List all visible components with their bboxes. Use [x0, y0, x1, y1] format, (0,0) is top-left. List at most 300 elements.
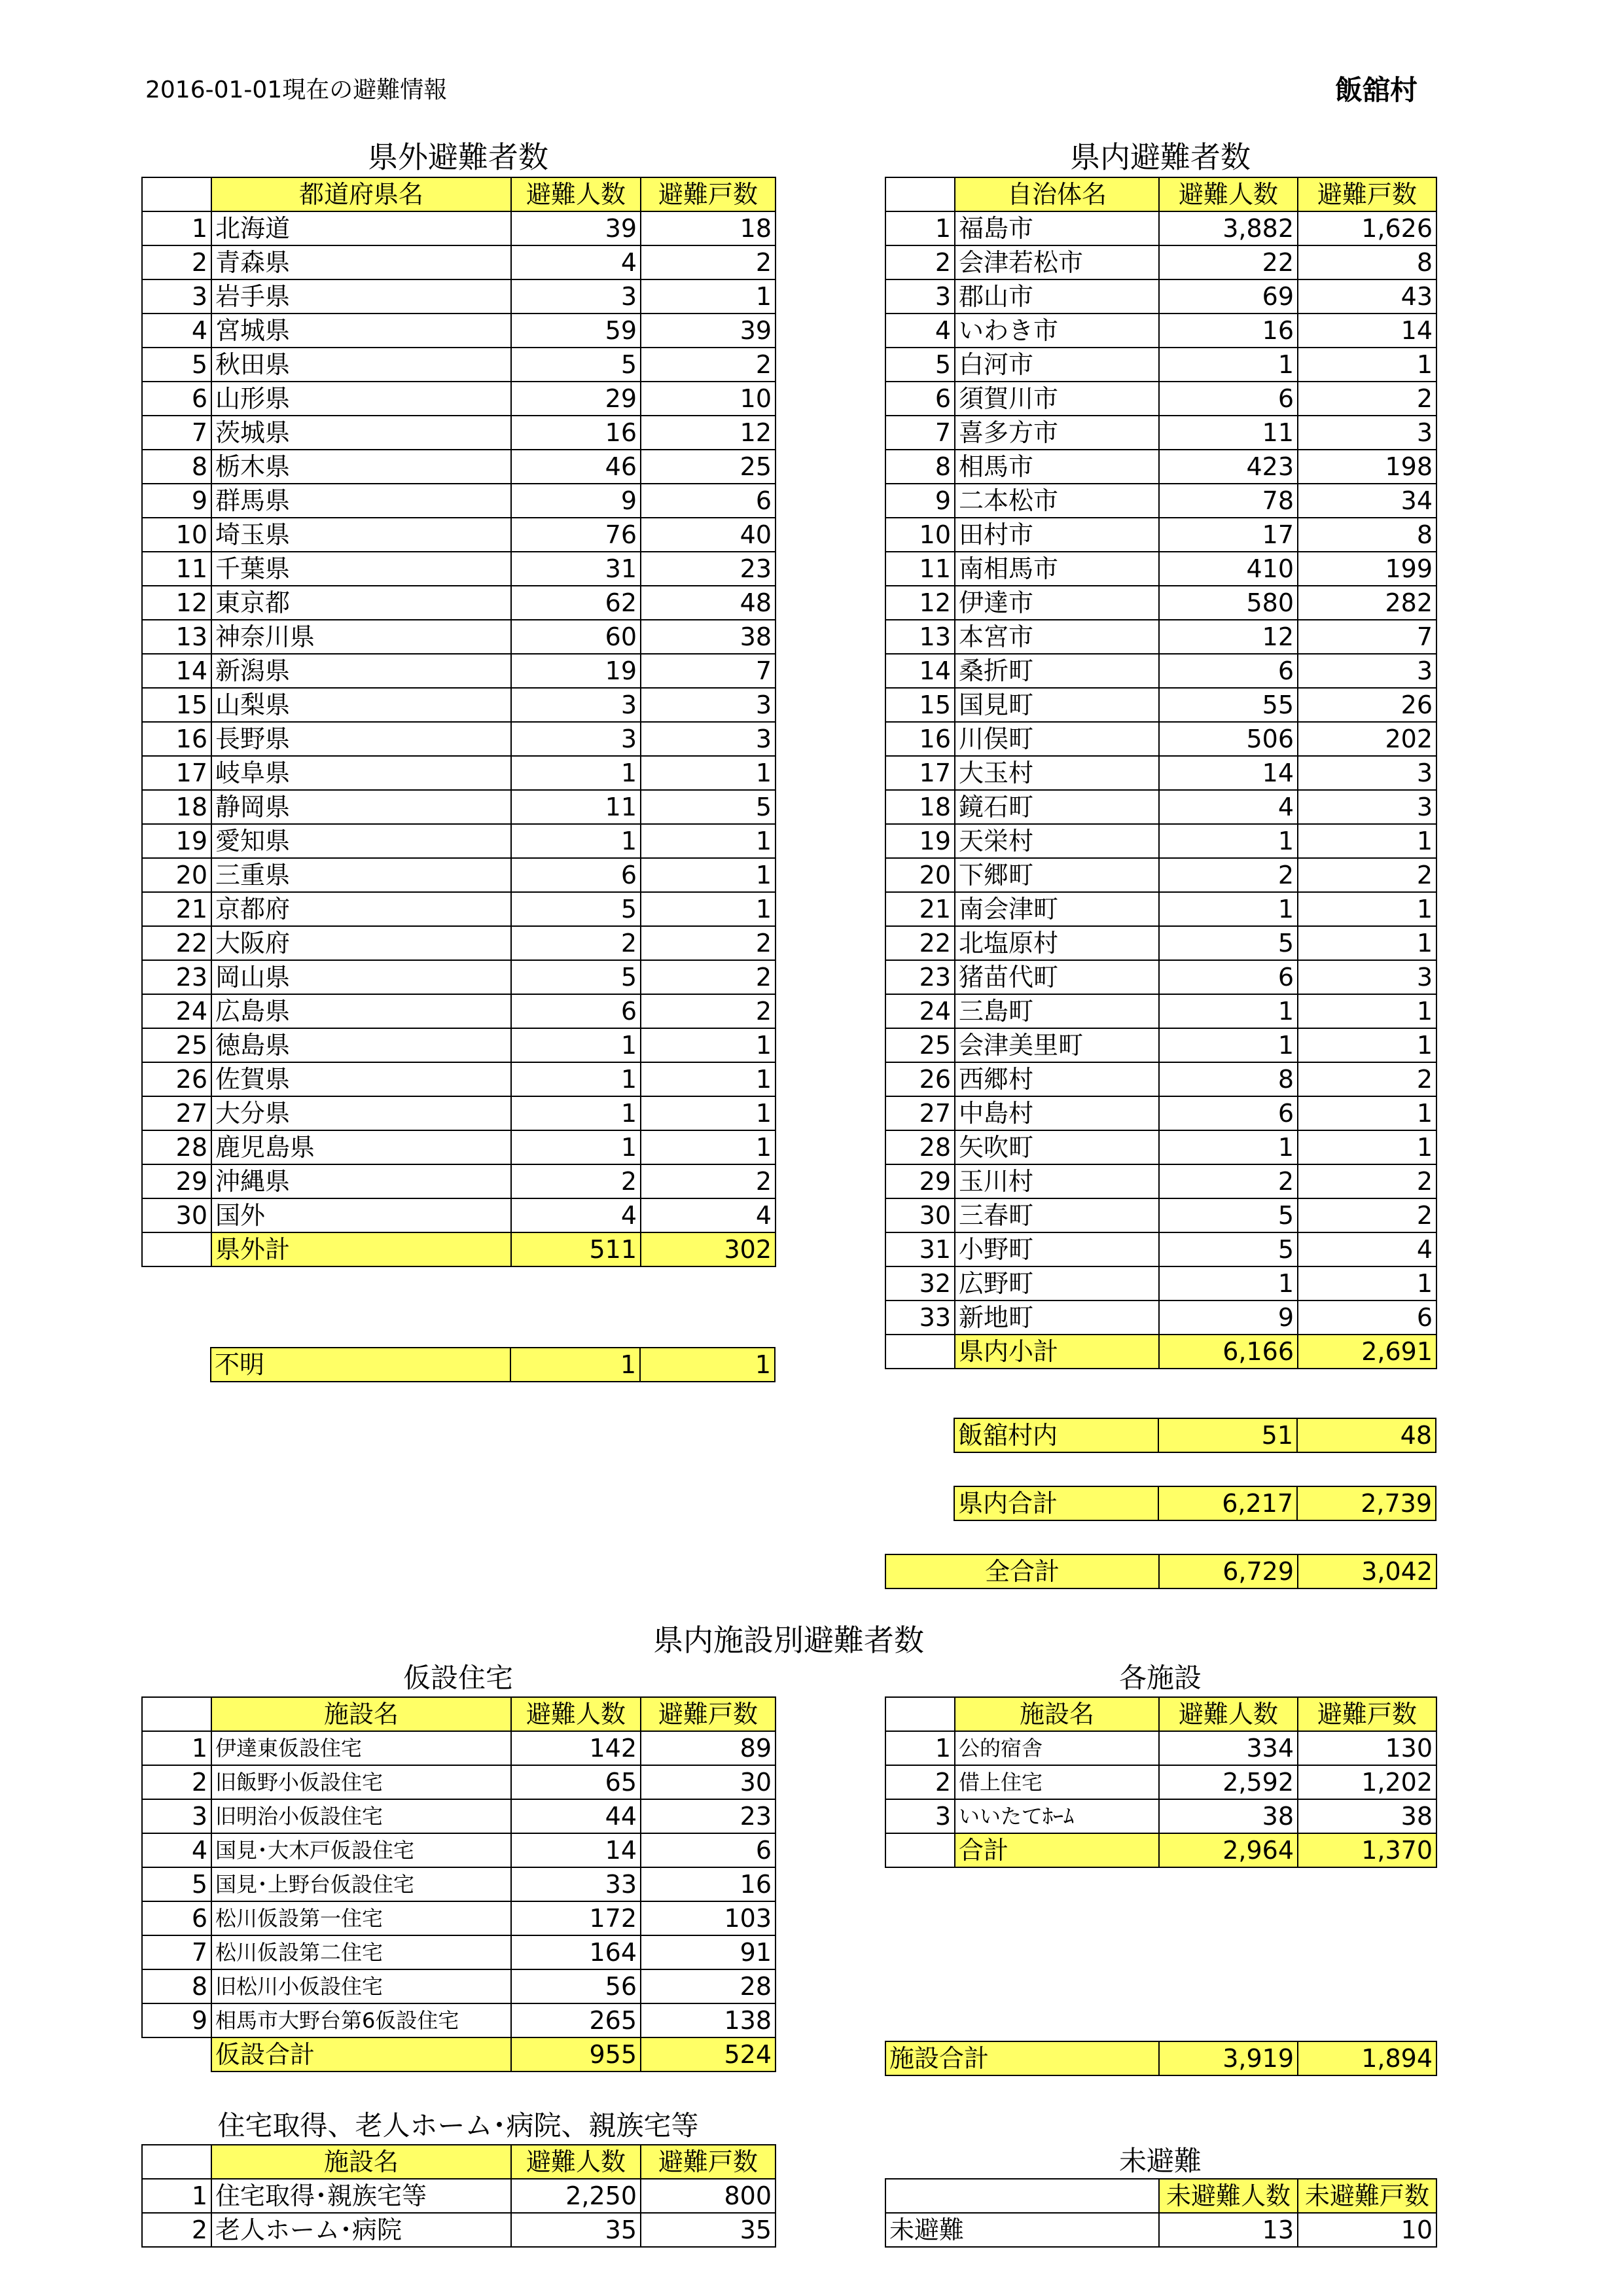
- inside-row: [885, 1096, 1436, 1130]
- inside-row-households: 3: [1298, 960, 1436, 994]
- temp-housing-row: [142, 1867, 776, 1901]
- inside-row: [885, 926, 1436, 960]
- each-facility-header-name: 施設名: [955, 1697, 1159, 1731]
- outside-row-households: 10: [641, 382, 776, 416]
- outside-row-people: 4: [511, 245, 641, 279]
- inside-row-people: 5: [1159, 926, 1298, 960]
- each-facility-row: [885, 1731, 1436, 1765]
- inside-row: [885, 245, 1436, 279]
- inside-row-name: 北塩原村: [955, 926, 1159, 960]
- facility-total-label: 施設合計: [885, 2041, 1159, 2075]
- outside-row: [142, 926, 776, 960]
- each-facility-row: [885, 1799, 1436, 1833]
- outside-row-index: 9: [142, 484, 211, 518]
- outside-row: [142, 994, 776, 1028]
- outside-row-people: 6: [511, 858, 641, 892]
- outside-row-people: 46: [511, 450, 641, 484]
- inside-row-households: 2: [1298, 858, 1436, 892]
- facility-total-table: [885, 2041, 1437, 2076]
- outside-row-households: 1: [641, 892, 776, 926]
- temp-housing-total-people: 955: [511, 2037, 641, 2072]
- temp-housing-row-households: 28: [641, 1969, 776, 2003]
- inside-row-people: 6: [1159, 1096, 1298, 1130]
- iitate-people: 51: [1158, 1418, 1297, 1452]
- outside-row-households: 1: [641, 279, 776, 314]
- each-facility-title: 各施設: [1118, 1662, 1202, 1694]
- temp-housing-row: [142, 1765, 776, 1799]
- inside-row-people: 5: [1159, 1232, 1298, 1266]
- outside-row: [142, 688, 776, 722]
- inside-row-households: 1: [1298, 1028, 1436, 1062]
- inside-row-people: 16: [1159, 314, 1298, 348]
- not-evacuated-households: 10: [1298, 2213, 1436, 2247]
- inside-header-name: 自治体名: [955, 177, 1159, 211]
- inside-row: [885, 211, 1436, 245]
- facilities-title: 県内施設別避難者数: [653, 1623, 924, 1658]
- temp-housing-header-name: 施設名: [211, 1697, 511, 1731]
- outside-row-people: 1: [511, 1028, 641, 1062]
- each-facility-row-people: 334: [1159, 1731, 1298, 1765]
- inside-row-index: 21: [885, 892, 955, 926]
- inside-row-index: 30: [885, 1198, 955, 1232]
- inside-row: [885, 416, 1436, 450]
- temp-housing-row-name: 国見･上野台仮設住宅: [211, 1867, 511, 1901]
- facility-total-people: 3,919: [1159, 2041, 1298, 2075]
- inside-row-index: 3: [885, 279, 955, 314]
- inside-row-households: 3: [1298, 756, 1436, 790]
- inside-row-people: 1: [1159, 994, 1298, 1028]
- outside-row: [142, 1198, 776, 1232]
- inside-row-index: 28: [885, 1130, 955, 1164]
- inside-row: [885, 382, 1436, 416]
- inside-row-name: 白河市: [955, 348, 1159, 382]
- inside-row-households: 1: [1298, 892, 1436, 926]
- outside-row-people: 5: [511, 892, 641, 926]
- unknown-row: [141, 1348, 775, 1382]
- inside-row-index: 1: [885, 211, 955, 245]
- pref-total-households: 2,739: [1297, 1486, 1436, 1520]
- housing-header-people: 避難人数: [511, 2145, 641, 2179]
- each-facility-row-name: いいたてﾎｰﾑ: [955, 1799, 1159, 1833]
- outside-row-name: 広島県: [211, 994, 511, 1028]
- outside-row-households: 7: [641, 654, 776, 688]
- temp-housing-row-name: 国見･大木戸仮設住宅: [211, 1833, 511, 1867]
- outside-row: [142, 756, 776, 790]
- inside-row: [885, 892, 1436, 926]
- inside-row-households: 34: [1298, 484, 1436, 518]
- outside-row-name: 岡山県: [211, 960, 511, 994]
- outside-row-people: 3: [511, 722, 641, 756]
- inside-row-households: 3: [1298, 654, 1436, 688]
- village-name: 飯舘村: [1335, 74, 1418, 106]
- inside-row-people: 9: [1159, 1300, 1298, 1335]
- outside-row: [142, 1130, 776, 1164]
- outside-row-people: 6: [511, 994, 641, 1028]
- each-facility-row-index: 1: [885, 1731, 955, 1765]
- each-facility-total-people: 2,964: [1159, 1833, 1298, 1867]
- outside-row: [142, 348, 776, 382]
- housing-row-name: 老人ホーム･病院: [211, 2213, 511, 2247]
- grand-total-row: [885, 1554, 1436, 1588]
- outside-row-index: 22: [142, 926, 211, 960]
- housing-row-index: 2: [142, 2213, 211, 2247]
- outside-row: [142, 211, 776, 245]
- facility-total-households: 1,894: [1298, 2041, 1436, 2075]
- inside-row-households: 4: [1298, 1232, 1436, 1266]
- not-evacuated-title: 未避難: [1118, 2145, 1202, 2177]
- temp-housing-row-households: 23: [641, 1799, 776, 1833]
- inside-total-spacer: [885, 1335, 955, 1369]
- outside-row-households: 23: [641, 552, 776, 586]
- grand-total-households: 3,042: [1298, 1554, 1436, 1588]
- housing-header-row: [142, 2145, 776, 2179]
- inside-row-name: 矢吹町: [955, 1130, 1159, 1164]
- inside-row-households: 199: [1298, 552, 1436, 586]
- housing-row: [142, 2179, 776, 2213]
- inside-row-index: 14: [885, 654, 955, 688]
- outside-row-people: 1: [511, 1062, 641, 1096]
- outside-row-name: 神奈川県: [211, 620, 511, 654]
- outside-row: [142, 858, 776, 892]
- temp-housing-row-people: 56: [511, 1969, 641, 2003]
- inside-row-households: 3: [1298, 416, 1436, 450]
- outside-row-households: 1: [641, 756, 776, 790]
- temp-housing-row-index: 5: [142, 1867, 211, 1901]
- outside-row-households: 1: [641, 1096, 776, 1130]
- inside-row-name: 田村市: [955, 518, 1159, 552]
- not-evacuated-people: 13: [1159, 2213, 1298, 2247]
- inside-row-name: 玉川村: [955, 1164, 1159, 1198]
- outside-row-index: 25: [142, 1028, 211, 1062]
- outside-row-index: 17: [142, 756, 211, 790]
- inside-row-index: 12: [885, 586, 955, 620]
- grand-total-label: 全合計: [885, 1554, 1159, 1588]
- inside-row-people: 17: [1159, 518, 1298, 552]
- pref-total-table: [885, 1486, 1436, 1521]
- outside-row-people: 1: [511, 756, 641, 790]
- inside-header-people: 避難人数: [1159, 177, 1298, 211]
- outside-row: [142, 382, 776, 416]
- outside-row-index: 2: [142, 245, 211, 279]
- inside-row-households: 8: [1298, 245, 1436, 279]
- inside-row-households: 1: [1298, 1266, 1436, 1300]
- inside-row-people: 423: [1159, 450, 1298, 484]
- temp-housing-row-households: 30: [641, 1765, 776, 1799]
- outside-row-people: 59: [511, 314, 641, 348]
- outside-row-index: 21: [142, 892, 211, 926]
- each-facility-header-people: 避難人数: [1159, 1697, 1298, 1731]
- outside-row: [142, 1164, 776, 1198]
- outside-row-index: 19: [142, 824, 211, 858]
- temp-housing-row: [142, 1799, 776, 1833]
- inside-row-name: 鏡石町: [955, 790, 1159, 824]
- inside-row-name: 須賀川市: [955, 382, 1159, 416]
- iitate-households: 48: [1297, 1418, 1436, 1452]
- outside-row-name: 岩手県: [211, 279, 511, 314]
- each-facility-row-households: 130: [1298, 1731, 1436, 1765]
- inside-row: [885, 756, 1436, 790]
- each-facility-row-name: 公的宿舎: [955, 1731, 1159, 1765]
- inside-row-index: 6: [885, 382, 955, 416]
- each-facility-row-index: 2: [885, 1765, 955, 1799]
- inside-row-name: 三春町: [955, 1198, 1159, 1232]
- outside-table: [141, 177, 776, 1267]
- temp-housing-row-households: 89: [641, 1731, 776, 1765]
- outside-row-people: 1: [511, 1096, 641, 1130]
- outside-row-name: 鹿児島県: [211, 1130, 511, 1164]
- each-facility-table: [885, 1696, 1437, 1868]
- outside-row-name: 北海道: [211, 211, 511, 245]
- inside-row: [885, 552, 1436, 586]
- temp-housing-row: [142, 1935, 776, 1969]
- outside-row: [142, 586, 776, 620]
- outside-row: [142, 1028, 776, 1062]
- outside-row-households: 1: [641, 824, 776, 858]
- each-facility-body: [885, 1697, 1436, 1867]
- outside-row-index: 20: [142, 858, 211, 892]
- inside-row: [885, 1164, 1436, 1198]
- temp-housing-row-name: 伊達東仮設住宅: [211, 1731, 511, 1765]
- outside-row-name: 愛知県: [211, 824, 511, 858]
- outside-row-name: 青森県: [211, 245, 511, 279]
- inside-row: [885, 484, 1436, 518]
- inside-row-people: 11: [1159, 416, 1298, 450]
- outside-row-people: 2: [511, 1164, 641, 1198]
- outside-row-households: 3: [641, 688, 776, 722]
- temp-housing-row-index: 9: [142, 2003, 211, 2037]
- inside-table-body: [885, 177, 1436, 1369]
- inside-row-households: 6: [1298, 1300, 1436, 1335]
- inside-row-index: 32: [885, 1266, 955, 1300]
- inside-row-name: 三島町: [955, 994, 1159, 1028]
- inside-row-people: 2: [1159, 858, 1298, 892]
- housing-row-people: 2,250: [511, 2179, 641, 2213]
- pref-total-people: 6,217: [1158, 1486, 1297, 1520]
- outside-row-households: 3: [641, 722, 776, 756]
- each-facility-row-index: 3: [885, 1799, 955, 1833]
- outside-row-index: 10: [142, 518, 211, 552]
- temp-housing-row-name: 旧松川小仮設住宅: [211, 1969, 511, 2003]
- inside-row: [885, 1266, 1436, 1300]
- inside-row-index: 7: [885, 416, 955, 450]
- temp-housing-body: [142, 1697, 776, 2072]
- outside-row-households: 2: [641, 1164, 776, 1198]
- temp-housing-row-households: 16: [641, 1867, 776, 1901]
- inside-row-index: 31: [885, 1232, 955, 1266]
- inside-row-people: 6: [1159, 654, 1298, 688]
- inside-row-index: 24: [885, 994, 955, 1028]
- outside-row-name: 秋田県: [211, 348, 511, 382]
- outside-row-index: 12: [142, 586, 211, 620]
- temp-housing-row-people: 265: [511, 2003, 641, 2037]
- inside-total-row: [885, 1335, 1436, 1369]
- inside-row-name: 国見町: [955, 688, 1159, 722]
- each-facility-row-name: 借上住宅: [955, 1765, 1159, 1799]
- outside-header-row: [142, 177, 776, 211]
- outside-row-index: 8: [142, 450, 211, 484]
- outside-row-name: 東京都: [211, 586, 511, 620]
- temp-housing-header-row: [142, 1697, 776, 1731]
- iitate-row: [885, 1418, 1436, 1452]
- inside-row: [885, 586, 1436, 620]
- inside-row-people: 6: [1159, 960, 1298, 994]
- outside-row-people: 31: [511, 552, 641, 586]
- inside-header-blank: [885, 177, 955, 211]
- unknown-people: 1: [510, 1348, 640, 1382]
- inside-row-people: 1: [1159, 1266, 1298, 1300]
- inside-row-people: 14: [1159, 756, 1298, 790]
- outside-row-people: 5: [511, 960, 641, 994]
- outside-total-people: 511: [511, 1232, 641, 1266]
- inside-row-people: 5: [1159, 1198, 1298, 1232]
- inside-row-name: 相馬市: [955, 450, 1159, 484]
- inside-row: [885, 1232, 1436, 1266]
- outside-row-households: 25: [641, 450, 776, 484]
- outside-table-body: [142, 177, 776, 1266]
- outside-row-households: 2: [641, 348, 776, 382]
- inside-row-name: 天栄村: [955, 824, 1159, 858]
- outside-header-blank: [142, 177, 211, 211]
- housing-row-households: 35: [641, 2213, 776, 2247]
- each-facility-header-row: [885, 1697, 1436, 1731]
- outside-row-name: 埼玉県: [211, 518, 511, 552]
- inside-row: [885, 790, 1436, 824]
- inside-row-people: 1: [1159, 892, 1298, 926]
- inside-row-people: 580: [1159, 586, 1298, 620]
- temp-housing-row-index: 8: [142, 1969, 211, 2003]
- outside-row-index: 28: [142, 1130, 211, 1164]
- outside-row-name: 徳島県: [211, 1028, 511, 1062]
- outside-row-people: 19: [511, 654, 641, 688]
- outside-row-index: 6: [142, 382, 211, 416]
- inside-row: [885, 688, 1436, 722]
- inside-row: [885, 314, 1436, 348]
- outside-row-index: 27: [142, 1096, 211, 1130]
- outside-row: [142, 654, 776, 688]
- inside-row: [885, 858, 1436, 892]
- inside-row-households: 1: [1298, 926, 1436, 960]
- inside-row-index: 9: [885, 484, 955, 518]
- outside-row-households: 2: [641, 926, 776, 960]
- inside-row-name: 福島市: [955, 211, 1159, 245]
- outside-row-name: 群馬県: [211, 484, 511, 518]
- temp-housing-row-name: 松川仮設第一住宅: [211, 1901, 511, 1935]
- inside-row-people: 1: [1159, 348, 1298, 382]
- outside-row-name: 新潟県: [211, 654, 511, 688]
- outside-row-people: 11: [511, 790, 641, 824]
- each-facility-total-households: 1,370: [1298, 1833, 1436, 1867]
- inside-row: [885, 450, 1436, 484]
- temp-housing-row-name: 旧明治小仮設住宅: [211, 1799, 511, 1833]
- outside-row-people: 60: [511, 620, 641, 654]
- temp-housing-row-people: 142: [511, 1731, 641, 1765]
- outside-row-people: 5: [511, 348, 641, 382]
- inside-row: [885, 654, 1436, 688]
- outside-row-people: 76: [511, 518, 641, 552]
- temp-housing-header-people: 避難人数: [511, 1697, 641, 1731]
- outside-row-people: 3: [511, 279, 641, 314]
- outside-row-index: 16: [142, 722, 211, 756]
- inside-row-people: 1: [1159, 1028, 1298, 1062]
- outside-total-spacer: [142, 1232, 211, 1266]
- temp-housing-row: [142, 2003, 776, 2037]
- inside-row-index: 16: [885, 722, 955, 756]
- not-evacuated-header-people: 未避難人数: [1159, 2179, 1298, 2213]
- inside-row: [885, 824, 1436, 858]
- outside-row-name: 国外: [211, 1198, 511, 1232]
- outside-row-households: 1: [641, 1062, 776, 1096]
- temp-housing-row-households: 103: [641, 1901, 776, 1935]
- temp-housing-total-row: [142, 2037, 776, 2072]
- temp-housing-row: [142, 1969, 776, 2003]
- inside-title: 県内避難者数: [1070, 139, 1251, 175]
- each-facility-row-people: 2,592: [1159, 1765, 1298, 1799]
- outside-row-index: 4: [142, 314, 211, 348]
- outside-row-index: 3: [142, 279, 211, 314]
- inside-row: [885, 722, 1436, 756]
- temp-housing-row-households: 6: [641, 1833, 776, 1867]
- outside-header-households: 避難戸数: [641, 177, 776, 211]
- pref-total-row: [885, 1486, 1436, 1520]
- iitate-spacer: [885, 1418, 954, 1452]
- each-facility-total-label: 合計: [955, 1833, 1159, 1867]
- inside-row-index: 17: [885, 756, 955, 790]
- each-facility-total-row: [885, 1833, 1436, 1867]
- outside-row: [142, 245, 776, 279]
- housing-body: [142, 2145, 776, 2247]
- outside-row-index: 15: [142, 688, 211, 722]
- temp-housing-row-people: 44: [511, 1799, 641, 1833]
- inside-row-index: 22: [885, 926, 955, 960]
- housing-row-name: 住宅取得･親族宅等: [211, 2179, 511, 2213]
- outside-row-index: 18: [142, 790, 211, 824]
- not-evacuated-row: [885, 2213, 1436, 2247]
- inside-row-households: 26: [1298, 688, 1436, 722]
- outside-row-households: 12: [641, 416, 776, 450]
- outside-row: [142, 960, 776, 994]
- outside-row-index: 29: [142, 1164, 211, 1198]
- inside-row-name: 西郷村: [955, 1062, 1159, 1096]
- inside-header-row: [885, 177, 1436, 211]
- housing-header-households: 避難戸数: [641, 2145, 776, 2179]
- outside-row-name: 大阪府: [211, 926, 511, 960]
- temp-housing-header-households: 避難戸数: [641, 1697, 776, 1731]
- inside-row-people: 410: [1159, 552, 1298, 586]
- each-facility-row-people: 38: [1159, 1799, 1298, 1833]
- outside-row-people: 29: [511, 382, 641, 416]
- inside-row-index: 20: [885, 858, 955, 892]
- inside-row-households: 202: [1298, 722, 1436, 756]
- inside-row-name: 会津美里町: [955, 1028, 1159, 1062]
- outside-row-name: 静岡県: [211, 790, 511, 824]
- outside-row-people: 39: [511, 211, 641, 245]
- outside-row-index: 14: [142, 654, 211, 688]
- inside-row-name: 郡山市: [955, 279, 1159, 314]
- outside-row-name: 京都府: [211, 892, 511, 926]
- not-evacuated-table: [885, 2178, 1437, 2248]
- inside-row-name: 小野町: [955, 1232, 1159, 1266]
- temp-housing-row-name: 松川仮設第二住宅: [211, 1935, 511, 1969]
- outside-row-name: 大分県: [211, 1096, 511, 1130]
- inside-row-index: 10: [885, 518, 955, 552]
- outside-row-index: 13: [142, 620, 211, 654]
- temp-housing-row-name: 相馬市大野台第6仮設住宅: [211, 2003, 511, 2037]
- inside-row-households: 1: [1298, 1130, 1436, 1164]
- outside-row-households: 39: [641, 314, 776, 348]
- inside-row-people: 2: [1159, 1164, 1298, 1198]
- housing-row-people: 35: [511, 2213, 641, 2247]
- outside-row-name: 岐阜県: [211, 756, 511, 790]
